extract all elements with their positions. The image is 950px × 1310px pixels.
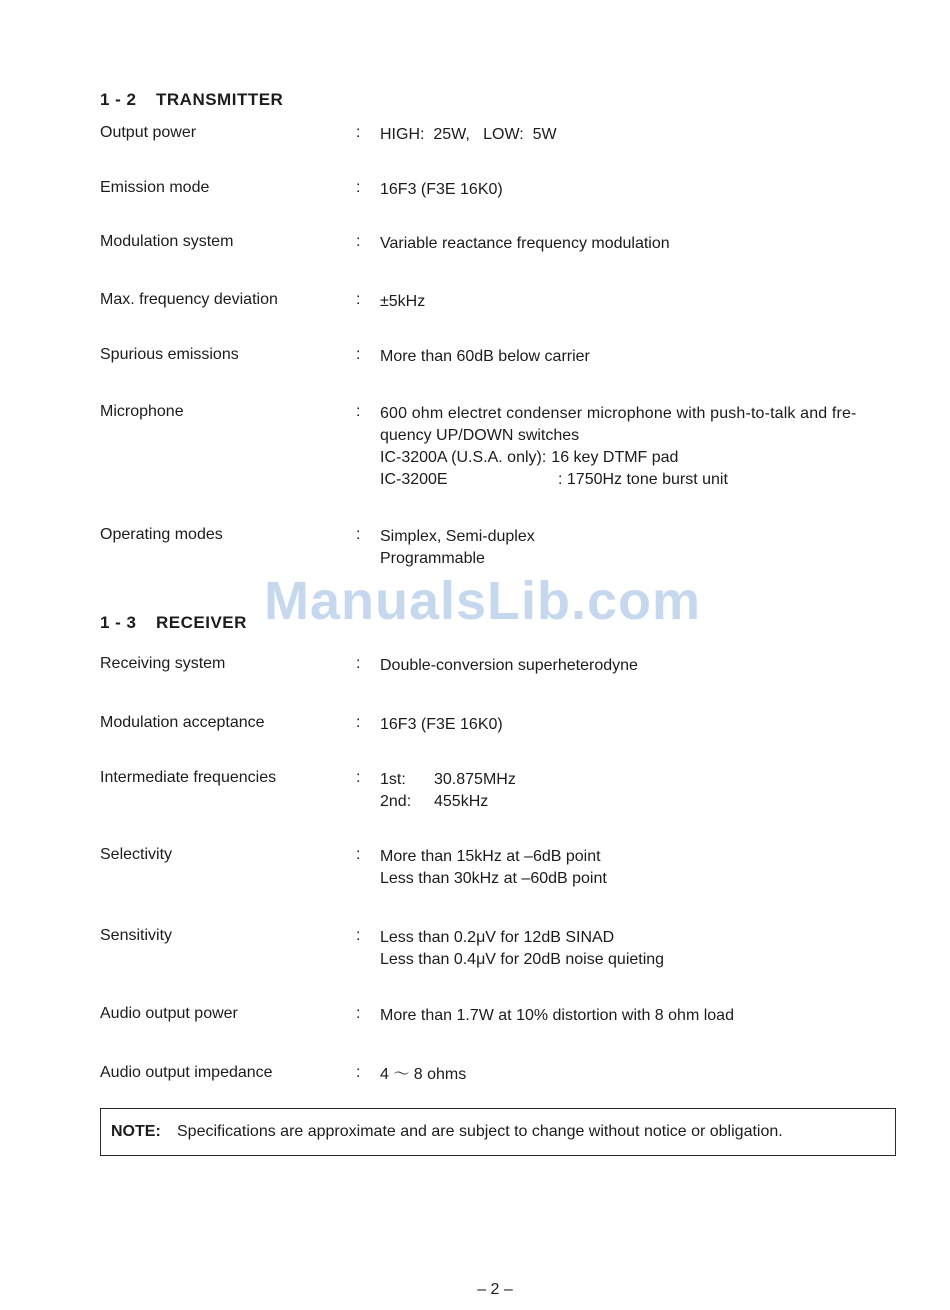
spec-colon: : <box>356 655 361 672</box>
spec-colon: : <box>356 526 361 543</box>
spec-value <box>380 526 898 570</box>
spec-value <box>380 769 898 813</box>
spec-label: Modulation acceptance <box>100 714 265 731</box>
receiver-section-title: RECEIVER <box>156 613 247 632</box>
spec-colon: : <box>356 124 361 141</box>
spec-value <box>380 1064 898 1086</box>
mic-model-line <box>380 447 898 469</box>
spec-value-line: 4 ～ 8 ohms <box>380 1066 467 1083</box>
spec-value <box>380 846 898 890</box>
note-text: Specifications are approximate and are subject to change without notice or obligation. <box>177 1123 783 1140</box>
receiver-heading <box>100 613 247 633</box>
spec-value <box>380 346 898 368</box>
transmitter-heading <box>100 90 283 110</box>
spec-value-line: 16F3 (F3E 16K0) <box>380 181 503 198</box>
spec-colon: : <box>356 291 361 308</box>
spec-value <box>380 927 898 971</box>
spec-label: Audio output impedance <box>100 1064 273 1081</box>
spec-colon: : <box>356 346 361 363</box>
spec-value-line: Less than 30kHz at –60dB point <box>380 870 607 887</box>
spec-value-line: quency UP/DOWN switches <box>380 427 580 444</box>
spec-value <box>380 233 898 255</box>
spec-label: Modulation system <box>100 233 234 250</box>
spec-label: Operating modes <box>100 526 223 543</box>
mic-model-name: IC-3200A (U.S.A. only): <box>380 449 547 466</box>
spec-value-line: Less than 0.4μV for 20dB noise quieting <box>380 951 665 968</box>
spec-label: Selectivity <box>100 846 173 863</box>
receiver-section-number: 1 - 3 <box>100 613 137 632</box>
spec-colon: : <box>356 179 361 196</box>
spec-label: Receiving system <box>100 655 226 672</box>
mic-model-name: IC-3200E <box>380 471 448 488</box>
spec-value <box>380 124 898 146</box>
note-label: NOTE: <box>111 1123 161 1140</box>
spec-value-line: 16F3 (F3E 16K0) <box>380 716 503 733</box>
spec-value-line: More than 1.7W at 10% distortion with 8 ohm load <box>380 1007 734 1024</box>
spec-colon: : <box>356 846 361 863</box>
spec-label: Max. frequency deviation <box>100 291 278 308</box>
spec-value-line: Less than 0.2μV for 12dB SINAD <box>380 929 615 946</box>
spec-label: Microphone <box>100 403 184 420</box>
spec-value-line: More than 15kHz at –6dB point <box>380 848 601 865</box>
spec-value <box>380 655 898 677</box>
spec-value-line: Simplex, Semi-duplex <box>380 528 535 545</box>
spec-value-line: Variable reactance frequency modulation <box>380 235 670 252</box>
spec-value <box>380 403 898 491</box>
spec-value <box>380 1005 898 1027</box>
watermark-text: ManualsLib.com <box>263 571 702 631</box>
spec-colon: : <box>356 769 361 786</box>
spec-value-line: Double-conversion superheterodyne <box>380 657 638 674</box>
if-stage: 2nd: <box>380 793 412 810</box>
spec-colon: : <box>356 233 361 250</box>
spec-colon: : <box>356 714 361 731</box>
spec-label: Output power <box>100 124 197 141</box>
mic-model-line <box>380 469 898 491</box>
spec-value-line: 600 ohm electret condenser microphone with push-to-talk and fre- <box>380 405 857 422</box>
spec-value-line: More than 60dB below carrier <box>380 348 590 365</box>
if-frequency: 30.875MHz <box>434 771 516 788</box>
spec-value <box>380 714 898 736</box>
if-line <box>380 769 898 791</box>
mic-model-desc: 16 key DTMF pad <box>551 449 679 466</box>
spec-label: Spurious emissions <box>100 346 239 363</box>
spec-label: Intermediate frequencies <box>100 769 277 786</box>
spec-label: Audio output power <box>100 1005 238 1022</box>
spec-label: Sensitivity <box>100 927 173 944</box>
if-frequency: 455kHz <box>434 793 489 810</box>
spec-value-line: Programmable <box>380 550 485 567</box>
spec-value-line: ±5kHz <box>380 293 426 310</box>
page-number: – 2 – <box>477 1281 513 1298</box>
note-box <box>100 1108 896 1156</box>
if-line <box>380 791 898 813</box>
spec-colon: : <box>356 1064 361 1081</box>
spec-value-line: HIGH: 25W, LOW: 5W <box>380 126 557 143</box>
spec-colon: : <box>356 927 361 944</box>
mic-model-desc: : 1750Hz tone burst unit <box>558 471 728 488</box>
spec-label: Emission mode <box>100 179 210 196</box>
if-stage: 1st: <box>380 771 406 788</box>
spec-value <box>380 291 898 313</box>
spec-colon: : <box>356 1005 361 1022</box>
spec-colon: : <box>356 403 361 420</box>
transmitter-section-title: TRANSMITTER <box>156 90 284 109</box>
transmitter-section-number: 1 - 2 <box>100 90 137 109</box>
spec-value <box>380 179 898 201</box>
